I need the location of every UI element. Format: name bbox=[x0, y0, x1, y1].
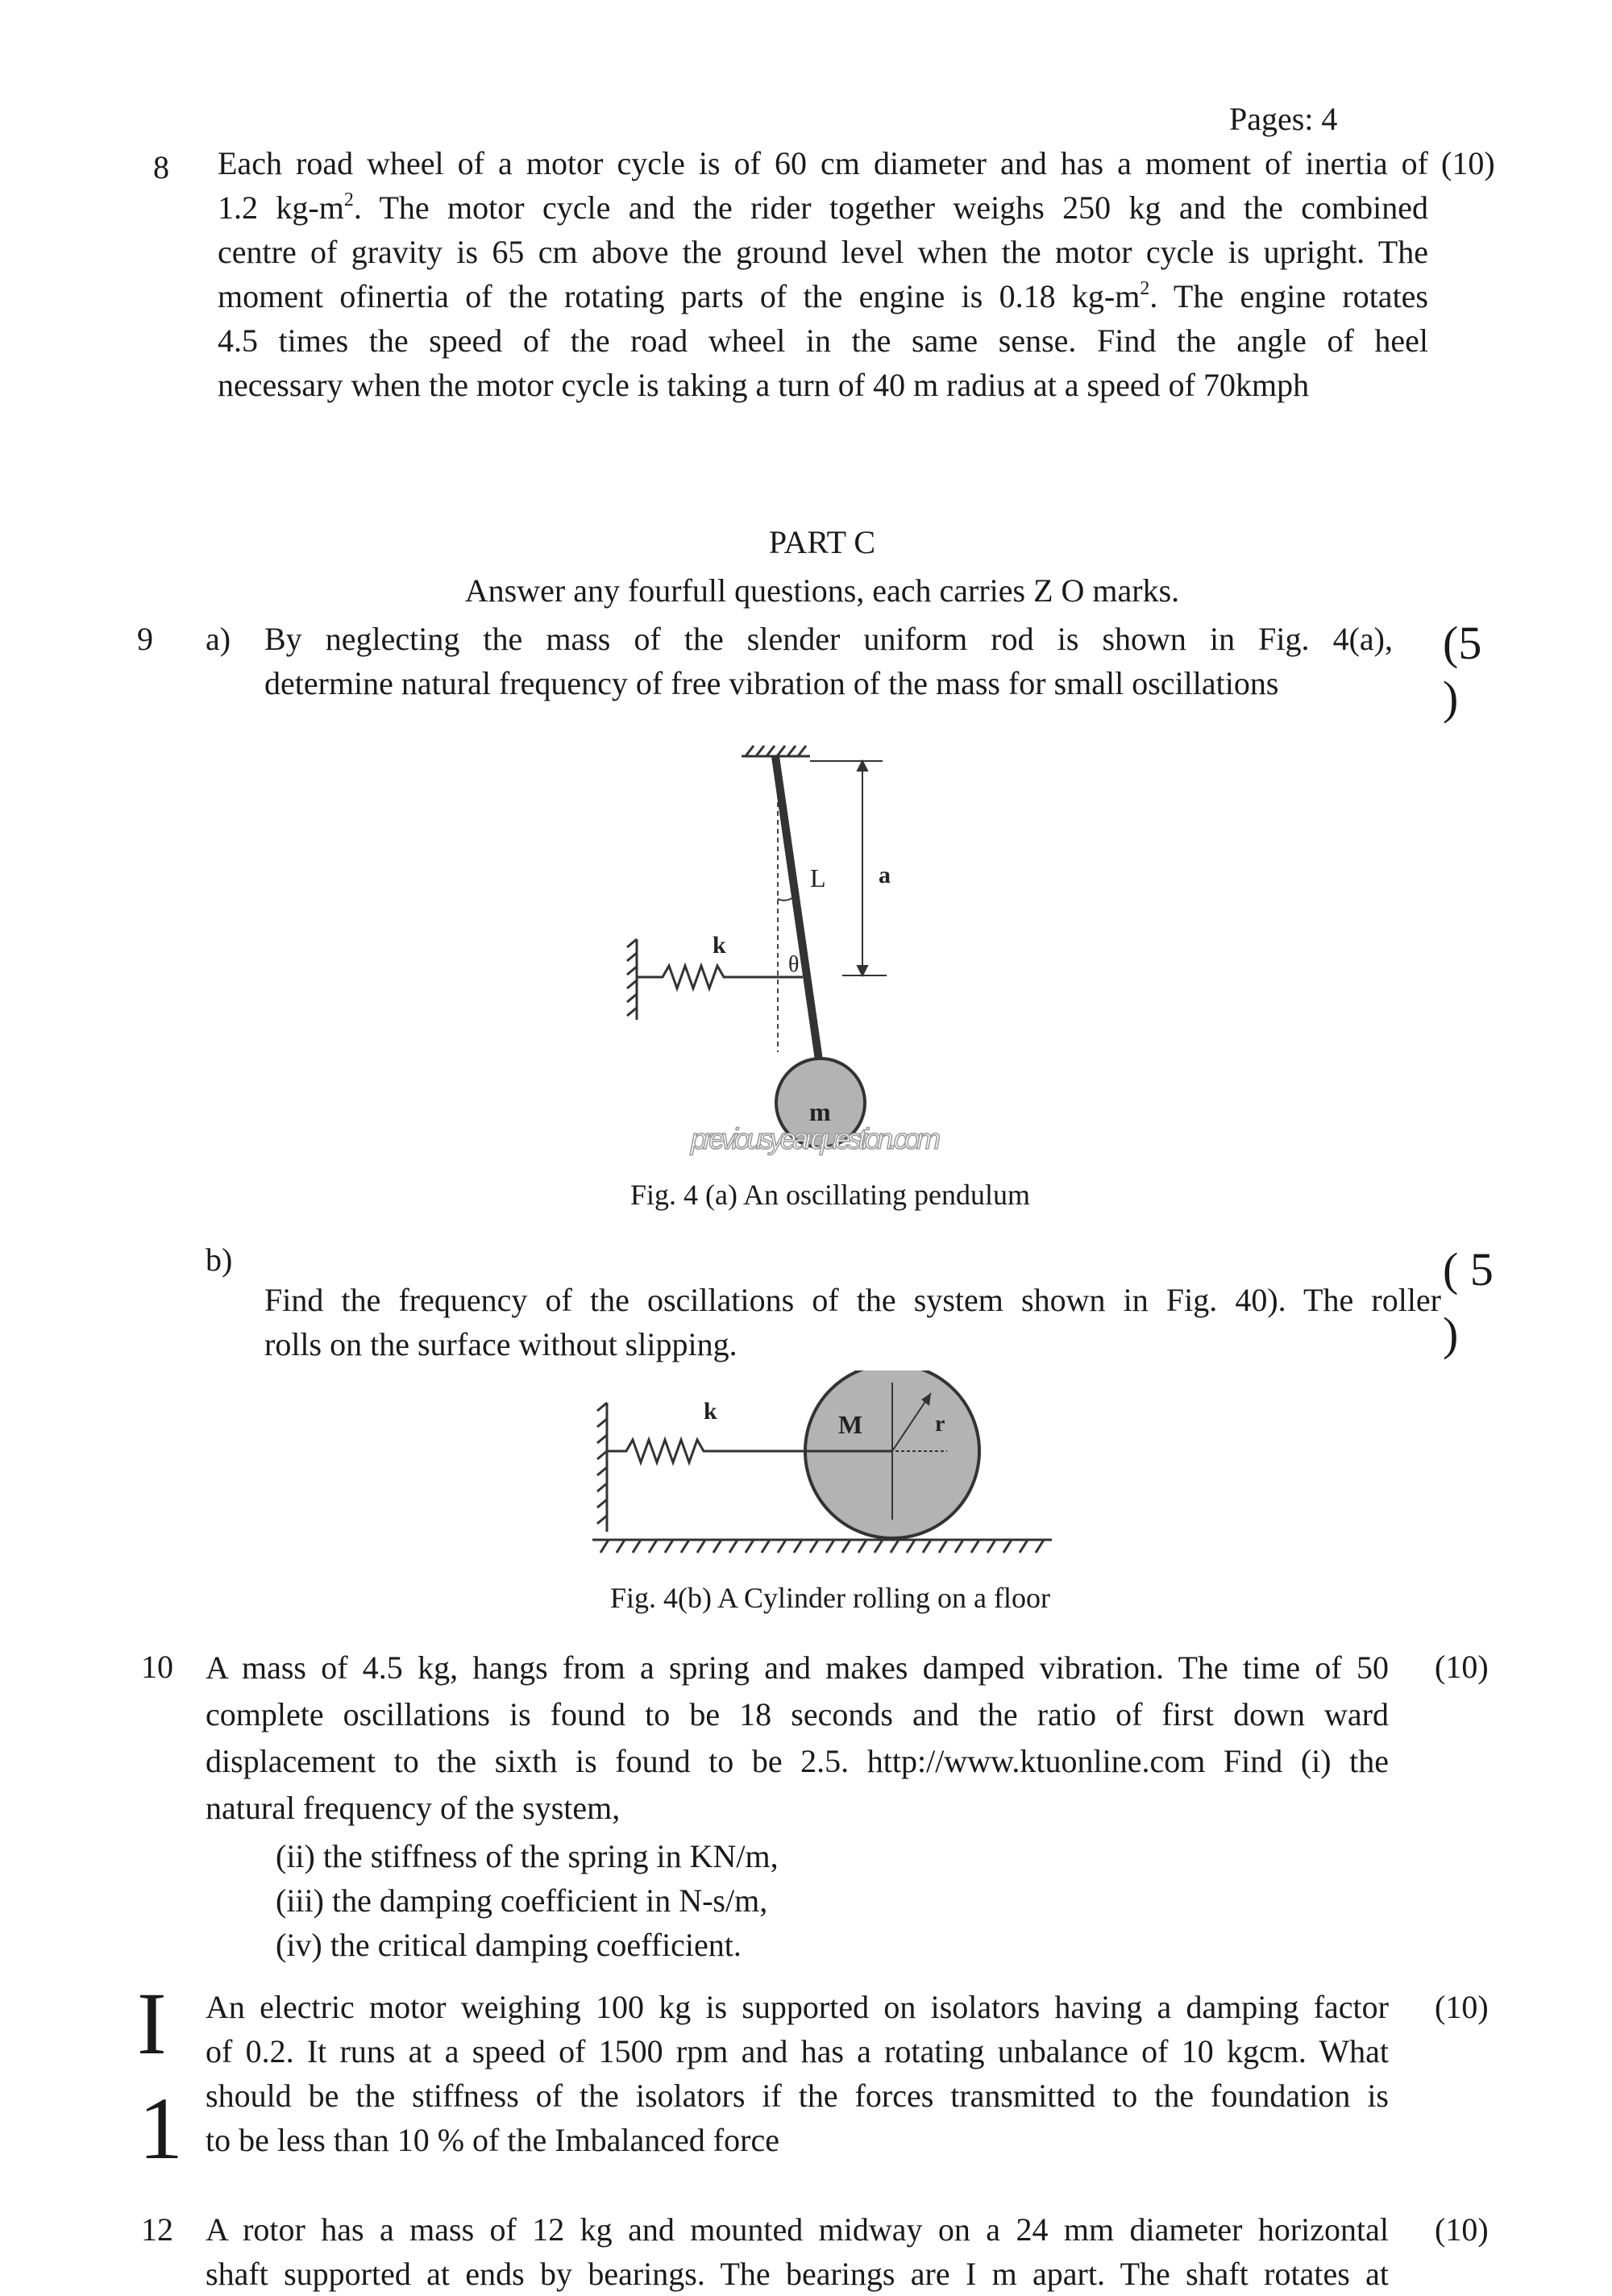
text-line: displacement to the sixth is found to be 2.5. http://www.ktuonline.com Find (i) the bbox=[206, 1743, 1389, 1779]
text-line: should be the stiffness of the isolators if the forces transmitted to the foundation is bbox=[206, 2078, 1389, 2114]
text-line: A mass of 4.5 kg, hangs from a spring and makes damped vibration. The time of 50 bbox=[206, 1649, 1389, 1686]
spring bbox=[637, 966, 803, 988]
pendulum-figure bbox=[613, 742, 967, 1177]
watermark-logo: previousyearquestion.com bbox=[691, 1122, 941, 1155]
rolling-cylinder-figure bbox=[584, 1371, 1068, 1572]
question-marks: (10) bbox=[1435, 1989, 1489, 2025]
text-line: shaft supported at ends by bearings. The bearings are I m apart. The shaft rotates at bbox=[206, 2256, 1389, 2292]
question-number: 10 bbox=[141, 1649, 173, 1685]
question-marks: (10) bbox=[1441, 145, 1495, 181]
question-marks-close: ) bbox=[1443, 672, 1459, 724]
text-line: 1.2 $kg-m^2$. The motor cycle and the rider together weighs 250 kg and the combined bbox=[218, 189, 1429, 226]
text-line: A rotor has a mass of 12 kg and mounted midway on a 24 mm diameter horizontal bbox=[206, 2211, 1389, 2248]
question-marks-close: ) bbox=[1443, 1308, 1459, 1360]
text-line: rolls on the surface without slipping. bbox=[264, 1326, 737, 1362]
subpart-item: (iii) the damping coefficient in N-s/m, bbox=[276, 1882, 768, 1919]
wall-support bbox=[597, 1403, 607, 1532]
text-line: to be less than 10 % of the Imbalanced force bbox=[206, 2122, 779, 2158]
subpart-label: a) bbox=[206, 621, 231, 657]
subpart-list bbox=[276, 1834, 779, 1967]
text-line: natural frequency of the system, bbox=[206, 1790, 621, 1826]
subpart-item: (ii) the stiffness of the spring in KN/m, bbox=[276, 1838, 779, 1874]
question-marks: (5 bbox=[1443, 617, 1482, 669]
label-m: m bbox=[809, 1097, 831, 1126]
question-text bbox=[218, 141, 1428, 407]
question-number: 9 bbox=[137, 621, 153, 657]
section-title: PART C bbox=[768, 524, 876, 560]
question-number: I bbox=[137, 1974, 167, 2073]
question-marks: ( 5 bbox=[1443, 1243, 1494, 1296]
section-instruction: Answer any fourfull questions, each carries Z O marks. bbox=[464, 572, 1180, 609]
floor bbox=[592, 1540, 1052, 1553]
text-line: determine natural frequency of free vibration of the mass for small oscillations bbox=[264, 665, 1279, 701]
label-M: M bbox=[838, 1410, 863, 1439]
label-r: r bbox=[935, 1412, 945, 1437]
page-count: Pages: 4 bbox=[1229, 101, 1338, 137]
question-marks: (10) bbox=[1435, 1649, 1489, 1685]
question-text bbox=[264, 1278, 1441, 1366]
label-k: k bbox=[713, 932, 726, 959]
text-line: complete oscillations is found to be 18 seconds and the ratio of first down ward bbox=[206, 1696, 1389, 1732]
text-line: Each road wheel of a motor cycle is of 60 cm diameter and has a moment of inertia of bbox=[218, 145, 1428, 181]
label-theta: θ bbox=[788, 952, 800, 977]
ceiling-support bbox=[742, 746, 810, 756]
text-line: of 0.2. It runs at a speed of 1500 rpm and has a rotating unbalance of 10 kgcm. What bbox=[206, 2033, 1389, 2069]
question-text bbox=[206, 1985, 1389, 2162]
text-line: Find the frequency of the oscillations of the system shown in Fig. 40). The roller bbox=[264, 1282, 1441, 1318]
pendulum-rod bbox=[775, 756, 819, 1060]
text-line: necessary when the motor cycle is taking a turn of 40 m radius at a speed of 70kmph bbox=[218, 367, 1310, 403]
question-number: 12 bbox=[141, 2211, 173, 2248]
label-a: a bbox=[879, 862, 891, 888]
text-line: An electric motor weighing 100 kg is supported on isolators having a damping factor bbox=[206, 1989, 1389, 2025]
label-k: k bbox=[704, 1398, 717, 1425]
question-marks: (10) bbox=[1435, 2211, 1489, 2248]
figure-caption: Fig. 4 (a) An oscillating pendulum bbox=[630, 1179, 1030, 1211]
question-text bbox=[206, 2207, 1389, 2296]
question-text bbox=[206, 1645, 1389, 1832]
text-line: 4.5 times the speed of the road wheel in the same sense. Find the angle of heel bbox=[218, 322, 1428, 359]
label-L: L bbox=[810, 863, 826, 892]
subpart-item: (iv) the critical damping coefficient. bbox=[276, 1927, 742, 1963]
question-text bbox=[264, 617, 1393, 705]
text-line: By neglecting the mass of the slender uniform rod is shown in Fig. 4(a), bbox=[264, 621, 1393, 657]
subpart-label: b) bbox=[206, 1242, 233, 1278]
text-line: centre of gravity is 65 cm above the ground level when the motor cycle is upright. The bbox=[218, 234, 1428, 270]
text-line: moment ofinertia of the rotating parts of the engine is 0.18 $kg-m^2$. The engine rotates bbox=[218, 278, 1428, 314]
figure-caption: Fig. 4(b) A Cylinder rolling on a floor bbox=[610, 1582, 1050, 1614]
wall-support bbox=[627, 939, 637, 1020]
question-number: 8 bbox=[153, 149, 169, 185]
question-number-part: 1 bbox=[139, 2079, 183, 2177]
